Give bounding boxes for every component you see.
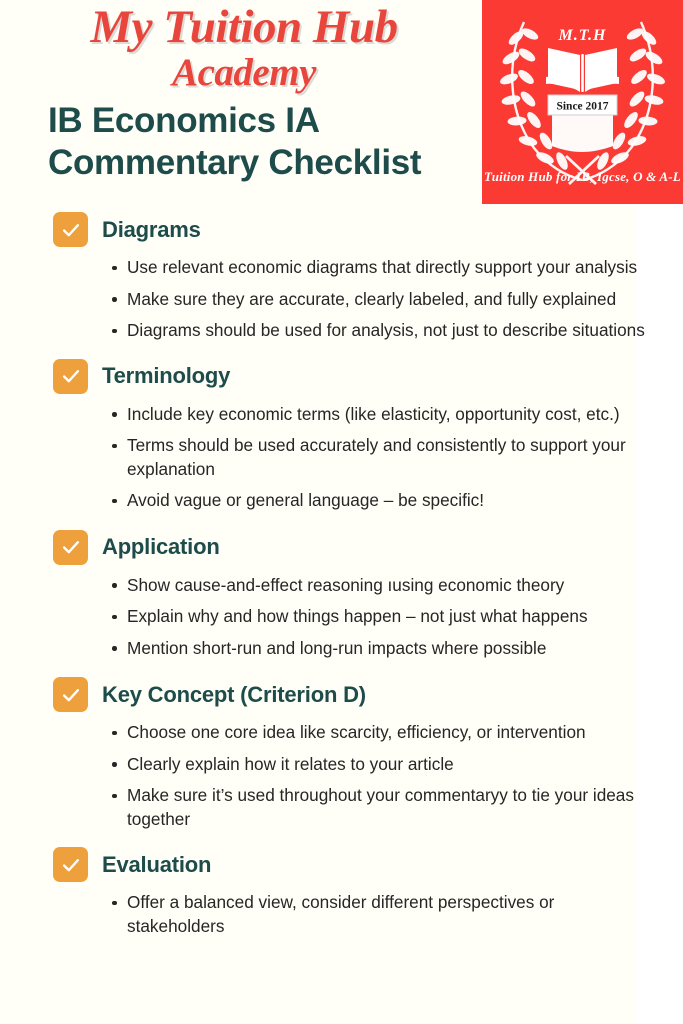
list-item: Make sure it’s used throughout your commentaryy to tie your ideas together [110, 784, 653, 831]
brand-wordmark [0, 2, 488, 94]
list-item: Terms should be used accurately and consistently to support your explanation [110, 434, 653, 481]
checklist-section-application [0, 530, 683, 661]
section-bullet-list [0, 403, 683, 513]
list-item: Diagrams should be used for analysis, not just to describe situations [110, 319, 653, 343]
section-header [0, 530, 683, 565]
section-title: Key Concept (Criterion D) [102, 681, 366, 707]
academy-logo [482, 0, 683, 204]
checkbox-checked-icon[interactable] [53, 847, 88, 882]
list-item: Make sure they are accurate, clearly labeled, and fully explained [110, 288, 653, 312]
list-item: Use relevant economic diagrams that directly support your analysis [110, 256, 653, 280]
list-item: Avoid vague or general language – be specific! [110, 489, 653, 513]
page-title-line1: IB Economics IA [48, 101, 320, 140]
section-header [0, 359, 683, 394]
section-title: Diagrams [102, 216, 201, 242]
checklist-section-diagrams [0, 212, 683, 343]
poster-header [0, 0, 683, 205]
checklist-section-key-concept [0, 677, 683, 831]
section-title: Evaluation [102, 851, 212, 877]
section-header [0, 212, 683, 247]
page-title [48, 100, 488, 184]
svg-text:Since 2017: Since 2017 [556, 100, 609, 113]
section-header [0, 847, 683, 882]
checkbox-checked-icon[interactable] [53, 212, 88, 247]
list-item: Include key economic terms (like elasticity, opportunity cost, etc.) [110, 403, 653, 427]
brand-name-line2: Academy [172, 51, 316, 94]
checklist-section-terminology [0, 359, 683, 513]
section-bullet-list [0, 721, 683, 831]
section-title: Application [102, 534, 220, 559]
list-item: Explain why and how things happen – not just what happens [110, 605, 653, 629]
checklist [0, 205, 683, 938]
list-item: Clearly explain how it relates to your article [110, 753, 653, 777]
list-item: Choose one core idea like scarcity, efficiency, or intervention [110, 721, 653, 745]
checkbox-checked-icon[interactable] [53, 530, 88, 565]
list-item: Mention short-run and long-run impacts where possible [110, 637, 653, 661]
checkbox-checked-icon[interactable] [53, 677, 88, 712]
section-bullet-list [0, 574, 683, 661]
page-title-line2: Commentary Checklist [48, 143, 422, 182]
checkbox-checked-icon[interactable] [53, 359, 88, 394]
section-bullet-list [0, 256, 683, 343]
checklist-section-evaluation [0, 847, 683, 938]
svg-text:M.T.H: M.T.H [558, 27, 607, 44]
section-header [0, 677, 683, 712]
list-item: Show cause-and-effect reasoning ıusing economic theory [110, 574, 653, 598]
section-bullet-list [0, 891, 683, 938]
list-item: Offer a balanced view, consider different perspectives or stakeholders [110, 891, 653, 938]
section-title: Terminology [102, 363, 231, 388]
svg-text:Tuition Hub for IB, Igcse, O &: Tuition Hub for IB, Igcse, O & A-L [484, 169, 681, 184]
brand-name-line1: My Tuition Hub [90, 1, 398, 53]
